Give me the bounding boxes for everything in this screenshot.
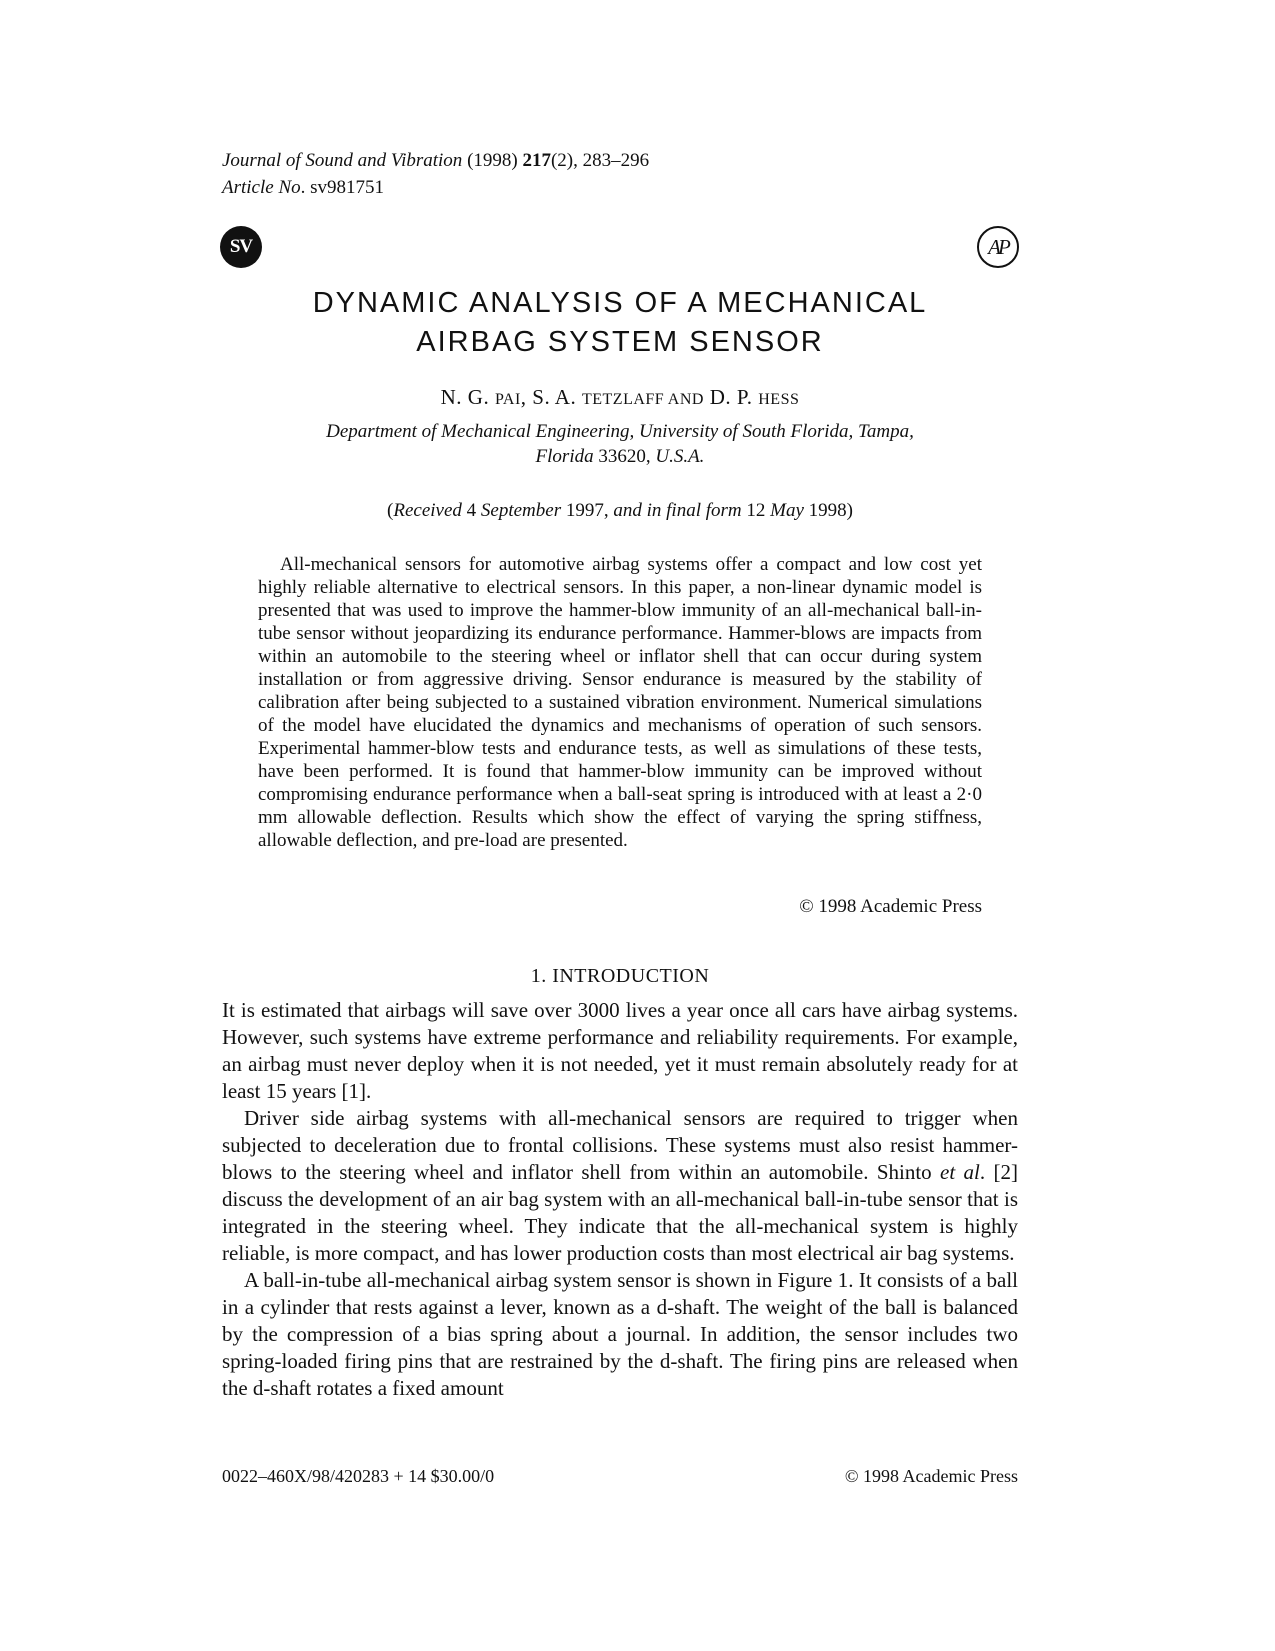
author-2-initials: , S. A. — [520, 385, 582, 409]
paper-title-line-1: DYNAMIC ANALYSIS OF A MECHANICAL — [312, 287, 928, 319]
received-word: Received — [393, 500, 462, 521]
received-dates — [222, 500, 1018, 522]
journal-issue-pages: (2), 283–296 — [550, 150, 650, 171]
received-open: ( — [387, 500, 394, 521]
journal-name: Journal of Sound and Vibration — [222, 150, 463, 171]
paper-title-line-2: AIRBAG SYSTEM SENSOR — [416, 326, 824, 358]
affiliation-line-1: Department of Mechanical Engineering, University of South Florida, Tampa, — [326, 421, 914, 442]
ap-logo-icon — [977, 226, 1019, 268]
journal-volume: 217 — [522, 150, 551, 171]
author-3-initials: D. P. — [703, 385, 759, 409]
journal-citation — [222, 148, 649, 174]
authors — [222, 385, 1018, 410]
affiliation-line-2 — [222, 444, 1018, 469]
affiliation-country: U.S.A. — [655, 446, 705, 467]
received-month: September — [480, 500, 562, 521]
footer-code: 0022–460X/98/420283 + 14 $30.00/0 — [222, 1466, 495, 1486]
article-number — [222, 175, 384, 201]
ap-logo-text: AP — [988, 234, 1008, 259]
sv-logo-icon — [220, 226, 262, 268]
article-label: Article No — [222, 177, 301, 198]
final-day: 12 — [741, 500, 771, 521]
abstract-copyright: © 1998 Academic Press — [799, 896, 982, 917]
author-3-surname: HESS — [758, 391, 800, 408]
received-year: 1997, — [561, 500, 614, 521]
body-text — [222, 997, 1018, 1402]
affiliation-state: Florida — [535, 446, 594, 467]
abstract: All-mechanical sensors for automotive airbag systems offer a compact and low cost yet highly reliable alternative to electrical sensors. In this paper, a non-linear dynamic model is presented that was used to improve the hammer-blow immunity of an all-mechanical ball-in-tube sensor without jeopardizing its endurance performance. Hammer-blows are impacts from within an automobile to the steering wheel or inflator shell that can occur during system installation or from aggressive driving. Sensor endurance is measured by the stability of calibration after being subjected to a sustained vibration environment. Numerical simulations of the model have elucidated the dynamics and mechanisms of operation of such sensors. Experimental hammer-blow tests and endurance tests, as well as simulations of these tests, have been performed. It is found that hammer-blow immunity can be improved without compromising endurance performance when a ball-seat spring is introduced with at least a 2·0 mm allowable deflection. Results which show the effect of varying the spring stiffness, allowable deflection, and pre-load are presented. — [258, 554, 982, 851]
affiliation-zip: 33620, — [593, 446, 656, 467]
sv-logo-text: SV — [229, 236, 253, 257]
journal-year: (1998) — [467, 150, 518, 171]
final-form-phrase: and in final form — [613, 500, 742, 521]
author-2-surname: TETZLAFF AND — [581, 391, 704, 408]
paragraph-2-part-b: . [2] discuss the development of an air bag system with an all-mechanical ball-in-tube sensor that is integrated in the steering wheel. They indicate that the all-mechanical system is highly reliable, is more compact, and has lower production costs than most electrical air bag systems. — [222, 1160, 1018, 1265]
author-1-initials: N. G. — [440, 385, 495, 409]
received-day: 4 — [461, 500, 481, 521]
paragraph-3: A ball-in-tube all-mechanical airbag system sensor is shown in Figure 1. It consists of a ball in a cylinder that rests against a lever, known as a d-shaft. The weight of the ball is balanced by the compression of a bias spring about a journal. In addition, the sensor includes two spring-loaded firing pins that are restrained by the d-shaft. The firing pins are released when the d-shaft rotates a fixed amount — [222, 1268, 1018, 1400]
paragraph-2 — [222, 1105, 1018, 1267]
et-al: et al — [940, 1160, 980, 1184]
final-year: 1998) — [803, 500, 853, 521]
paragraph-2-part-a: Driver side airbag systems with all-mechanical sensors are required to trigger when subjected to deceleration due to frontal collisions. These systems must also resist hammer-blows to the steering wheel and inflator shell from within an automobile. Shinto — [222, 1106, 1018, 1184]
author-1-surname: PAI — [494, 391, 521, 408]
final-month: May — [770, 500, 804, 521]
footer-copyright: © 1998 Academic Press — [844, 1466, 1018, 1486]
paragraph-1: It is estimated that airbags will save over 3000 lives a year once all cars have airbag systems. However, such systems have extreme performance and reliability requirements. For example, an airbag must never deploy when it is not needed, yet it must remain absolutely ready for at least 15 years [1]. — [222, 998, 1018, 1103]
article-id: . sv981751 — [300, 177, 385, 198]
section-heading: 1. INTRODUCTION — [530, 965, 710, 987]
